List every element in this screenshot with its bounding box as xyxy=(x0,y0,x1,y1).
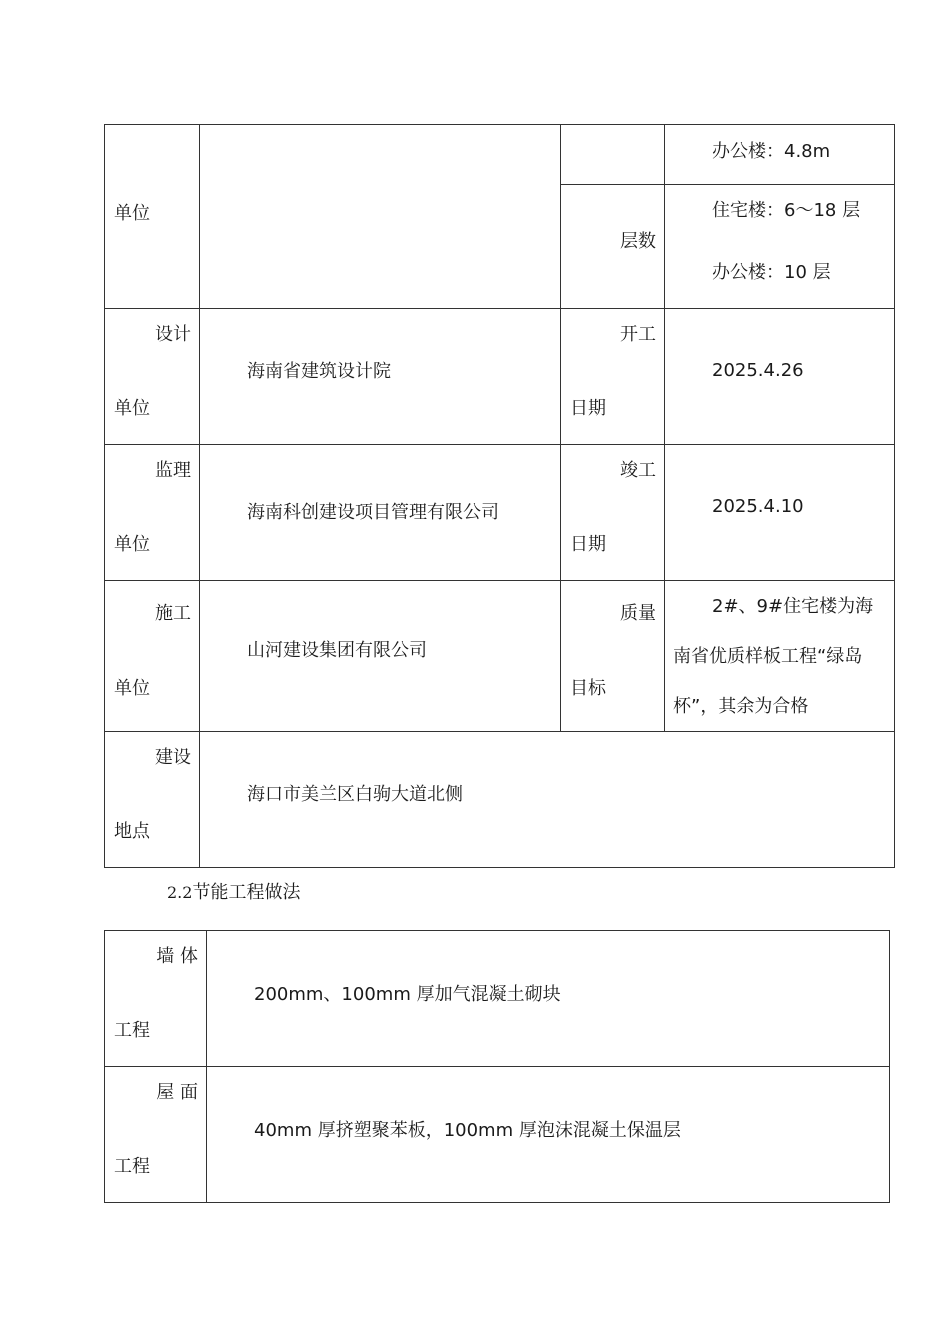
wall-value-cell xyxy=(207,931,890,1067)
design-unit: 海南省建筑设计院 xyxy=(247,361,391,382)
completion-date-value-cell xyxy=(665,445,895,581)
section-number: 2.2 xyxy=(167,883,193,902)
height-label-cell xyxy=(561,125,665,185)
section-title: 节能工程做法 xyxy=(192,882,301,903)
section-heading xyxy=(167,884,300,902)
quality-target: 2#、9#住宅楼为海南省优质样板工程“绿岛杯”，其余为合格 xyxy=(673,596,874,717)
design-label-cell: 设计 单位 xyxy=(105,309,200,445)
office-floors: 办公楼：10 层 xyxy=(712,262,831,283)
location-value-cell xyxy=(200,732,895,868)
wall-label-cell: 墙 体 工程 xyxy=(105,931,207,1067)
residential-floors: 住宅楼：6～18 层 xyxy=(712,200,861,221)
start-date-label-cell: 开工 日期 xyxy=(561,309,665,445)
supervision-unit: 海南科创建设项目管理有限公司 xyxy=(247,502,499,523)
unit-label-cell xyxy=(105,125,200,309)
completion-date: 2025.4.10 xyxy=(712,496,804,517)
unit-label: 单位 xyxy=(114,203,150,224)
start-date: 2025.4.26 xyxy=(712,360,804,381)
energy-saving-table xyxy=(104,930,890,1203)
design-value-cell xyxy=(200,309,561,445)
roof-label-cell: 屋 面 工程 xyxy=(105,1067,207,1203)
construction-location: 海口市美兰区白驹大道北侧 xyxy=(247,784,463,805)
supervision-label-cell: 监理 单位 xyxy=(105,445,200,581)
floors-label-cell xyxy=(561,185,665,309)
wall-method: 200mm、100mm 厚加气混凝土砌块 xyxy=(254,984,561,1005)
floors-value-cell xyxy=(665,185,895,309)
supervision-value-cell xyxy=(200,445,561,581)
quality-value-cell xyxy=(665,581,895,732)
quality-label-cell: 质量 目标 xyxy=(561,581,665,732)
location-label-cell: 建设 地点 xyxy=(105,732,200,868)
unit-value-cell xyxy=(200,125,561,309)
completion-date-label-cell: 竣工 日期 xyxy=(561,445,665,581)
roof-value-cell xyxy=(207,1067,890,1203)
height-value-cell xyxy=(665,125,895,185)
office-height: 办公楼：4.8m xyxy=(712,141,831,162)
construction-unit: 山河建设集团有限公司 xyxy=(247,640,427,661)
start-date-value-cell xyxy=(665,309,895,445)
project-info-table xyxy=(104,124,895,868)
construction-label-cell: 施工 单位 xyxy=(105,581,200,732)
floors-label: 层数 xyxy=(620,231,656,252)
roof-method: 40mm 厚挤塑聚苯板，100mm 厚泡沫混凝土保温层 xyxy=(254,1120,681,1141)
construction-value-cell xyxy=(200,581,561,732)
